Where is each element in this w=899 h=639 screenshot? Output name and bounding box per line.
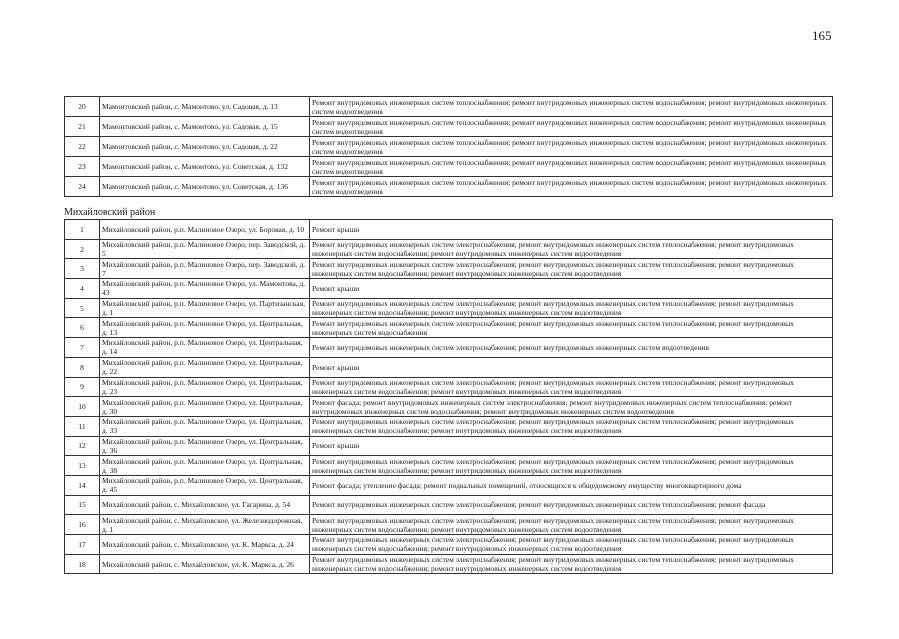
row-works: Ремонт внутридомовых инженерных систем электроснабжения; ремонт внутридомовых инженерных систем теплоснабжения; ремонт внутридомовых инженерных систем водоснабжения; ремонт внутридомовых инженерных систем водоотведения <box>310 416 833 436</box>
row-works: Ремонт внутридомовых инженерных систем электроснабжения; ремонт внутридомовых инженерных систем теплоснабжения; ремонт внутридомовых инженерных систем водоснабжения; ремонт внутридомовых инженерных систем водоотведения <box>310 298 833 318</box>
table-row <box>65 298 833 318</box>
row-number: 18 <box>65 554 100 574</box>
row-number: 1 <box>65 220 100 240</box>
row-number: 14 <box>65 475 100 495</box>
row-number: 15 <box>65 495 100 515</box>
table-row <box>65 137 833 157</box>
row-address: Михайловский район, р.п. Малиновое Озеро, ул. Центральная, д. 33 <box>100 416 310 436</box>
table-row <box>65 157 833 177</box>
row-number: 4 <box>65 279 100 299</box>
row-address: Михайловский район, с. Михайловское, ул. Железнодорожная, д. 1 <box>100 515 310 535</box>
row-number: 22 <box>65 137 100 157</box>
row-number: 20 <box>65 97 100 117</box>
row-address: Михайловский район, р.п. Малиновое Озеро, ул. Партизанская, д. 1 <box>100 298 310 318</box>
row-number: 6 <box>65 318 100 338</box>
row-number: 16 <box>65 515 100 535</box>
row-works: Ремонт крыши <box>310 436 833 456</box>
row-works: Ремонт внутридомовых инженерных систем электроснабжения; ремонт внутридомовых инженерных систем теплоснабжения; ремонт внутридомовых инженерных систем водоснабжения; ремонт внутридомовых инженерных систем водоотведения <box>310 377 833 397</box>
table-row <box>65 397 833 417</box>
row-address: Мамонтовский район, с. Мамонтово, ул. Садовая, д. 13 <box>100 97 310 117</box>
table-row <box>65 515 833 535</box>
table-row <box>65 554 833 574</box>
row-number: 8 <box>65 357 100 377</box>
table-row <box>65 318 833 338</box>
table-row <box>65 456 833 476</box>
row-works: Ремонт внутридомовых инженерных систем электроснабжения; ремонт внутридомовых инженерных систем теплоснабжения; ремонт фасада <box>310 495 833 515</box>
row-number: 11 <box>65 416 100 436</box>
table-row <box>65 377 833 397</box>
row-address: Мамонтовский район, с. Мамонтово, ул. Садовая, д. 15 <box>100 117 310 137</box>
table-mamontovsky <box>64 96 833 197</box>
row-works: Ремонт внутридомовых инженерных систем теплоснабжения; ремонт внутридомовых инженерных систем водоснабжения; ремонт внутридомовых инженерных систем водоотведения <box>310 137 833 157</box>
table-row <box>65 97 833 117</box>
row-works: Ремонт внутридомовых инженерных систем теплоснабжения; ремонт внутридомовых инженерных систем водоснабжения; ремонт внутридомовых инженерных систем водоотведения <box>310 157 833 177</box>
table-row <box>65 416 833 436</box>
row-number: 24 <box>65 177 100 197</box>
row-works: Ремонт внутридомовых инженерных систем электроснабжения; ремонт внутридомовых инженерных систем водоотведения <box>310 338 833 358</box>
row-address: Михайловский район, р.п. Малиновое Озеро, ул. Мамонтова, д. 43 <box>100 279 310 299</box>
page-number: 165 <box>812 28 832 43</box>
row-address: Михайловский район, р.п. Малиновое Озеро, пер. Заводской, д. 7 <box>100 259 310 279</box>
row-works: Ремонт крыши <box>310 357 833 377</box>
row-address: Михайловский район, р.п. Малиновое Озеро, ул. Боровая, д. 10 <box>100 220 310 240</box>
row-works: Ремонт внутридомовых инженерных систем электроснабжения; ремонт внутридомовых инженерных систем теплоснабжения; ремонт внутридомовых инженерных систем водоснабжения; ремонт внутридомовых инженерных систем водоотведения <box>310 456 833 476</box>
row-address: Мамонтовский район, с. Мамонтово, ул. Садовая, д. 22 <box>100 137 310 157</box>
table-row <box>65 436 833 456</box>
row-works: Ремонт внутридомовых инженерных систем электроснабжения; ремонт внутридомовых инженерных систем теплоснабжения; ремонт внутридомовых инженерных систем водоснабжения; ремонт внутридомовых инженерных систем водоотведения <box>310 259 833 279</box>
row-address: Михайловский район, р.п. Малиновое Озеро, ул. Центральная, д. 13 <box>100 318 310 338</box>
row-number: 2 <box>65 239 100 259</box>
row-works: Ремонт фасада; ремонт внутридомовых инженерных систем электроснабжения; ремонт внутридомовых инженерных систем теплоснабжения; ремонт внутридомовых инженерных систем водоснабжения; ремонт внутридомовых инженерных систем водоотведения <box>310 397 833 417</box>
row-works: Ремонт внутридомовых инженерных систем теплоснабжения; ремонт внутридомовых инженерных систем водоснабжения; ремонт внутридомовых инженерных систем водоотведения <box>310 177 833 197</box>
row-works: Ремонт внутридомовых инженерных систем электроснабжения; ремонт внутридомовых инженерных систем теплоснабжения; ремонт внутридомовых инженерных систем водоснабжения; ремонт внутридомовых инженерных систем водоотведения <box>310 535 833 555</box>
table-row <box>65 259 833 279</box>
table-row <box>65 475 833 495</box>
table-row <box>65 357 833 377</box>
row-works: Ремонт внутридомовых инженерных систем теплоснабжения; ремонт внутридомовых инженерных систем водоснабжения; ремонт внутридомовых инженерных систем водоотведения <box>310 117 833 137</box>
row-address: Михайловский район, р.п. Малиновое Озеро, пер. Заводской, д. 5 <box>100 239 310 259</box>
row-works: Ремонт крыши <box>310 220 833 240</box>
table-row <box>65 117 833 137</box>
table-row <box>65 177 833 197</box>
table-row <box>65 495 833 515</box>
row-works: Ремонт внутридомовых инженерных систем теплоснабжения; ремонт внутридомовых инженерных систем водоснабжения; ремонт внутридомовых инженерных систем водоотведения <box>310 97 833 117</box>
row-number: 10 <box>65 397 100 417</box>
row-number: 21 <box>65 117 100 137</box>
row-works: Ремонт внутридомовых инженерных систем электроснабжения; ремонт внутридомовых инженерных систем теплоснабжения; ремонт внутридомовых инженерных систем водоснабжения; ремонт внутридомовых инженерных систем водоотведения <box>310 239 833 259</box>
row-address: Михайловский район, с. Михайловское, ул. К. Маркса, д. 26 <box>100 554 310 574</box>
table-row <box>65 239 833 259</box>
row-works: Ремонт фасада; утепление фасада; ремонт подвальных помещений, относящихся к общедомовому имуществу многоквартирного дома <box>310 475 833 495</box>
row-address: Михайловский район, р.п. Малиновое Озеро, ул. Центральная, д. 36 <box>100 436 310 456</box>
row-number: 23 <box>65 157 100 177</box>
row-address: Михайловский район, р.п. Малиновое Озеро, ул. Центральная, д. 30 <box>100 397 310 417</box>
row-works: Ремонт внутридомовых инженерных систем электроснабжения; ремонт внутридомовых инженерных систем теплоснабжения; ремонт внутридомовых инженерных систем водоснабжения; ремонт внутридомовых инженерных систем водоотведения <box>310 515 833 535</box>
row-number: 13 <box>65 456 100 476</box>
row-works: Ремонт крыши <box>310 279 833 299</box>
row-number: 17 <box>65 535 100 555</box>
table-row <box>65 535 833 555</box>
row-address: Михайловский район, р.п. Малиновое Озеро, ул. Центральная, д. 38 <box>100 456 310 476</box>
row-number: 3 <box>65 259 100 279</box>
row-works: Ремонт внутридомовых инженерных систем электроснабжения; ремонт внутридомовых инженерных систем теплоснабжения; ремонт внутридомовых инженерных систем водоснабжения <box>310 318 833 338</box>
row-address: Михайловский район, р.п. Малиновое Озеро, ул. Центральная, д. 14 <box>100 338 310 358</box>
row-address: Михайловский район, р.п. Малиновое Озеро, ул. Центральная, д. 23 <box>100 377 310 397</box>
table-row <box>65 279 833 299</box>
row-address: Михайловский район, с. Михайловское, ул. Гагарина, д. 54 <box>100 495 310 515</box>
section-title: Михайловский район <box>64 207 156 218</box>
row-address: Мамонтовский район, с. Мамонтово, ул. Советская, д. 132 <box>100 157 310 177</box>
table-row <box>65 220 833 240</box>
table-mikhaylovsky <box>64 219 833 574</box>
row-address: Михайловский район, р.п. Малиновое Озеро, ул. Центральная, д. 22 <box>100 357 310 377</box>
row-address: Мамонтовский район, с. Мамонтово, ул. Советская, д. 136 <box>100 177 310 197</box>
row-works: Ремонт внутридомовых инженерных систем электроснабжения; ремонт внутридомовых инженерных систем теплоснабжения; ремонт внутридомовых инженерных систем водоснабжения; ремонт внутридомовых инженерных систем водоотведения <box>310 554 833 574</box>
row-address: Михайловский район, р.п. Малиновое Озеро, ул. Центральная, д. 45 <box>100 475 310 495</box>
row-address: Михайловский район, с. Михайловское, ул. К. Маркса, д. 24 <box>100 535 310 555</box>
row-number: 7 <box>65 338 100 358</box>
row-number: 9 <box>65 377 100 397</box>
row-number: 5 <box>65 298 100 318</box>
table-row <box>65 338 833 358</box>
row-number: 12 <box>65 436 100 456</box>
